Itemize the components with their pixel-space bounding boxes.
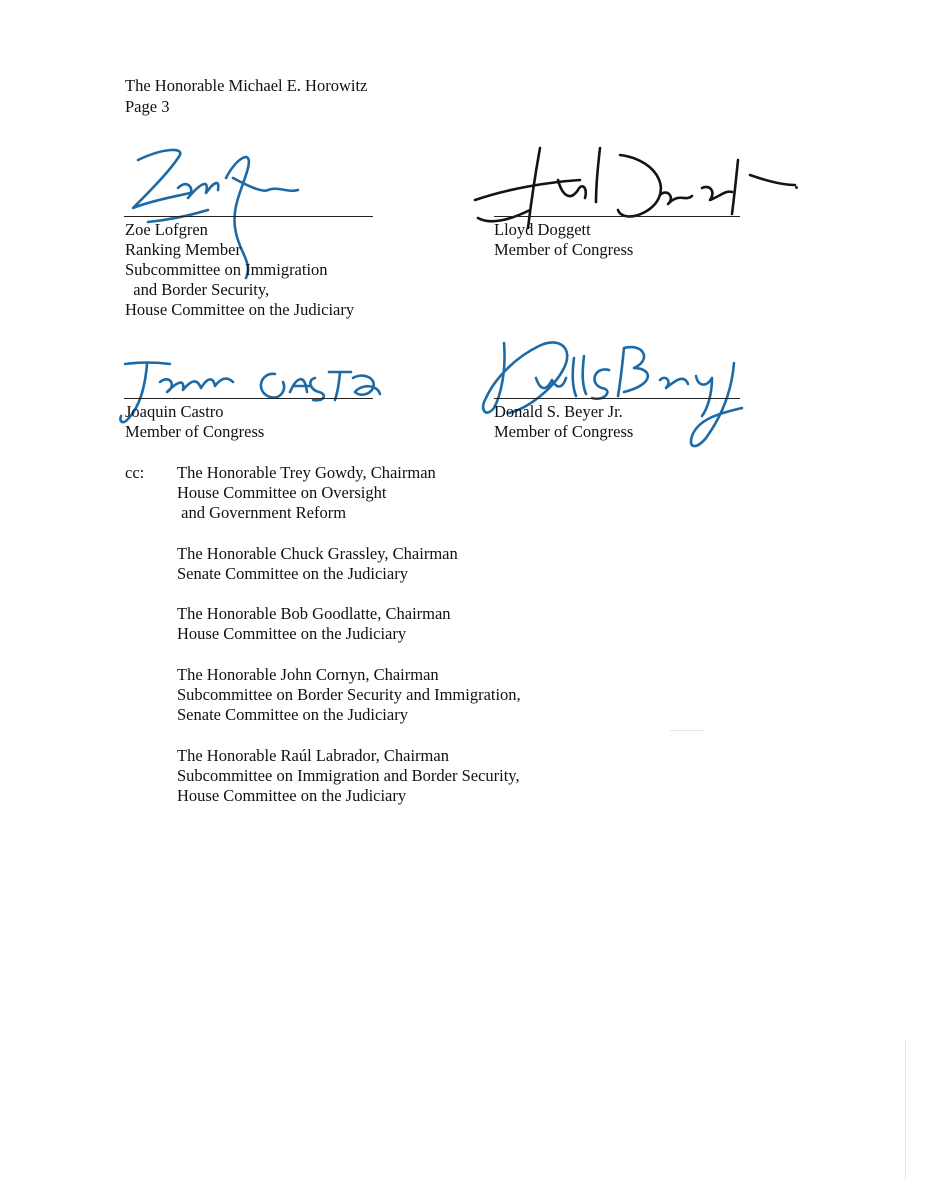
doggett-name: Lloyd Doggett: [494, 220, 591, 239]
cc-recipient-line: Senate Committee on the Judiciary: [177, 564, 408, 583]
cc-recipient-line: The Honorable Chuck Grassley, Chairman: [177, 544, 458, 563]
addressee-line: The Honorable Michael E. Horowitz: [125, 76, 368, 95]
lofgren-title-line: Subcommittee on Immigration: [125, 260, 328, 279]
cc-recipient-line: Subcommittee on Immigration and Border Security,: [177, 766, 520, 785]
beyer-title-line: Member of Congress: [494, 422, 634, 441]
scan-artifact: [905, 1040, 906, 1180]
cc-recipient-line: House Committee on the Judiciary: [177, 624, 407, 643]
cc-recipient-line: and Government Reform: [177, 503, 347, 522]
beyer-name: Donald S. Beyer Jr.: [494, 402, 623, 421]
cc-recipient-line: The Honorable Bob Goodlatte, Chairman: [177, 604, 451, 623]
lofgren-title-line: House Committee on the Judiciary: [125, 300, 355, 319]
cc-recipient-line: Subcommittee on Border Security and Immigration,: [177, 685, 521, 704]
doggett-signature-line: [494, 216, 740, 217]
cc-recipient-line: Senate Committee on the Judiciary: [177, 705, 408, 724]
lofgren-title-line: and Border Security,: [125, 280, 270, 299]
doggett-title-line: Member of Congress: [494, 240, 634, 259]
beyer-signature-line: [494, 398, 740, 399]
cc-recipient-line: The Honorable Raúl Labrador, Chairman: [177, 746, 449, 765]
cc-recipient-line: The Honorable Trey Gowdy, Chairman: [177, 463, 436, 482]
castro-signature-line: [124, 398, 373, 399]
lofgren-title-line: Ranking Member: [125, 240, 241, 259]
lofgren-signature-line: [124, 216, 373, 217]
lofgren-name: Zoe Lofgren: [125, 220, 208, 239]
castro-title-line: Member of Congress: [125, 422, 265, 441]
cc-recipient-line: House Committee on Oversight: [177, 483, 387, 502]
scan-artifact: [670, 730, 704, 731]
cc-recipient-line: House Committee on the Judiciary: [177, 786, 407, 805]
cc-label: cc:: [125, 463, 145, 482]
cc-recipient-line: The Honorable John Cornyn, Chairman: [177, 665, 439, 684]
page-number: Page 3: [125, 97, 170, 116]
castro-name: Joaquin Castro: [125, 402, 224, 421]
stray-mark: [795, 186, 798, 189]
